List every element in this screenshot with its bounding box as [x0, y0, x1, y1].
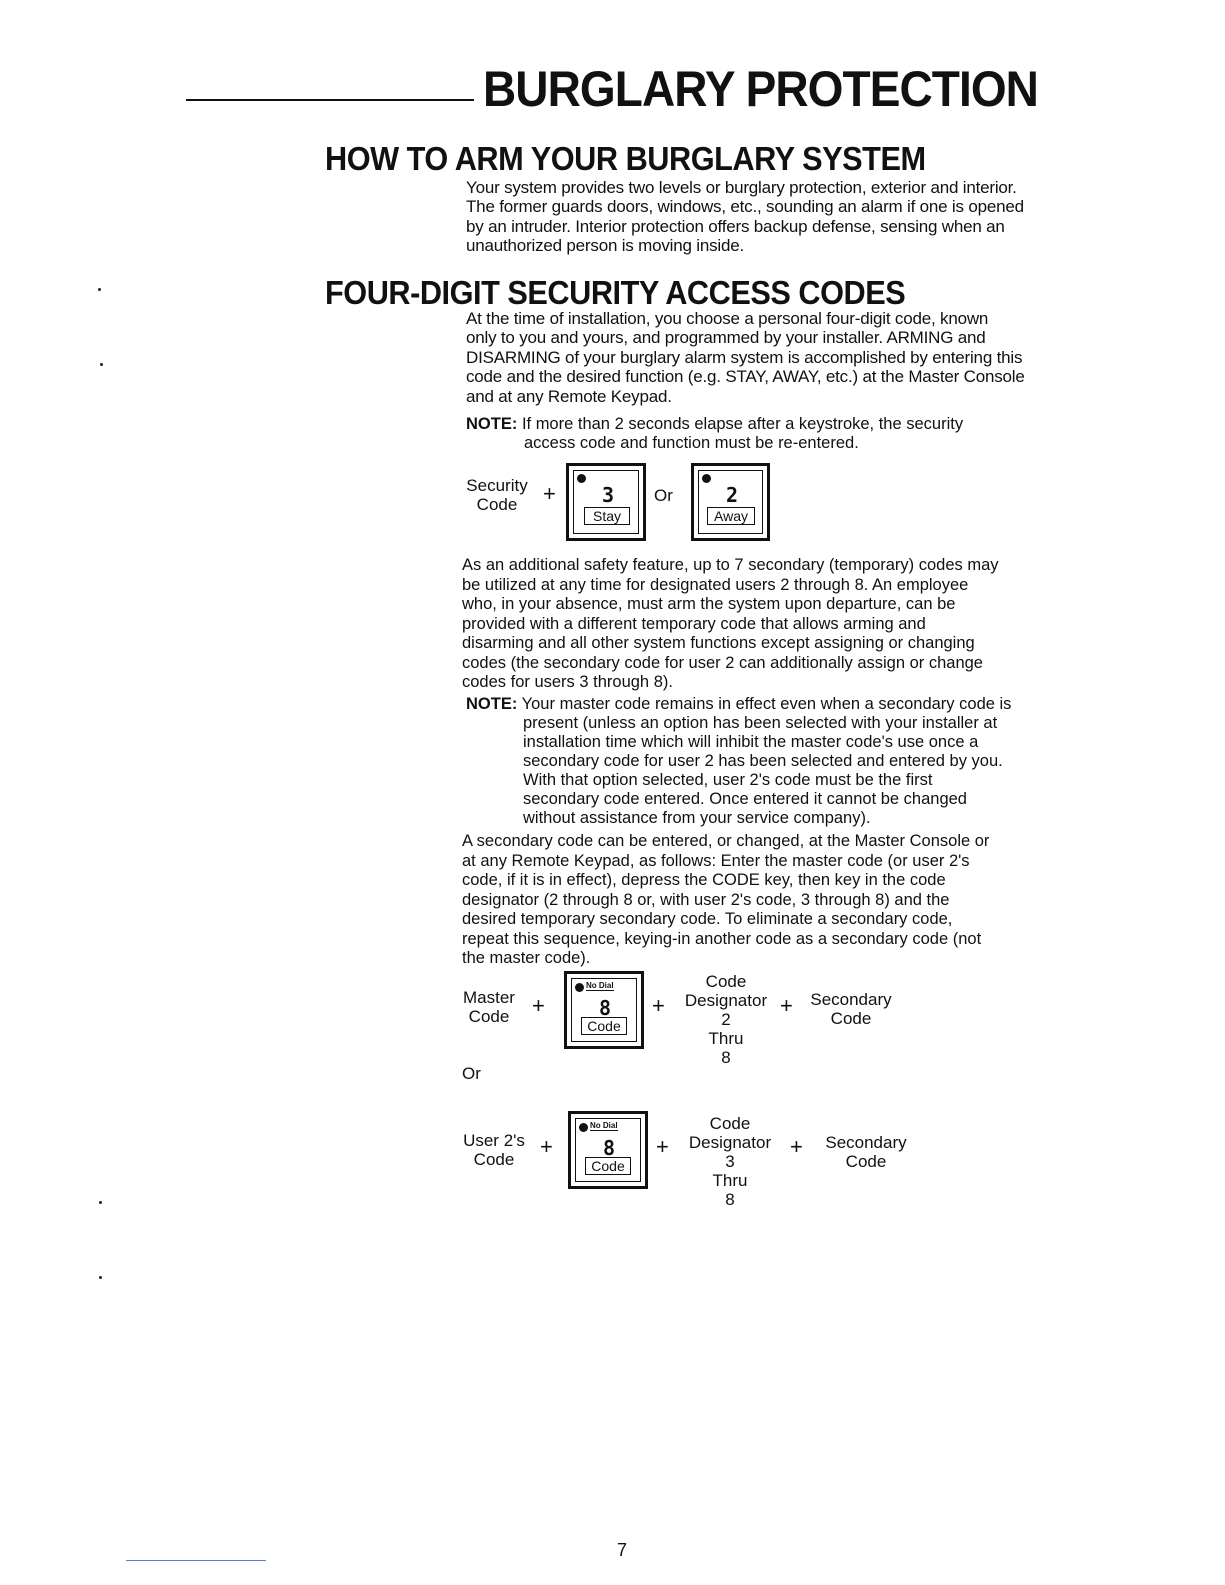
- plus-sign: +: [540, 1134, 553, 1159]
- scan-speck: [98, 288, 101, 291]
- or-label: Or: [654, 486, 673, 505]
- paragraph-codes: [466, 309, 1066, 406]
- section-heading-codes: FOUR-DIGIT SECURITY ACCESS CODES: [325, 274, 906, 311]
- footer-line: [126, 1560, 266, 1561]
- page-title: BURGLARY PROTECTION: [483, 61, 1038, 117]
- code-key: [564, 971, 644, 1049]
- paragraph-secondary-codes: [462, 556, 1062, 693]
- text-line: and at any Remote Keypad.: [466, 386, 672, 406]
- key-digit: 2: [726, 483, 739, 507]
- key-digit: 8: [603, 1136, 616, 1160]
- text-line: code and the desired function (e.g. STAY, AWAY, etc.) at the Master Console: [466, 367, 1025, 387]
- text-line: codes (the secondary code for user 2 can additionally assign or change: [462, 653, 983, 672]
- text-line: by an intruder. Interior protection offers backup defense, sensing when an: [466, 216, 1005, 236]
- text-line: At the time of installation, you choose a personal four-digit code, known: [466, 309, 989, 328]
- plus-sign: +: [532, 993, 545, 1018]
- page-number: 7: [617, 1540, 628, 1560]
- text-line: The former guards doors, windows, etc., sounding an alarm if one is opened: [466, 197, 1024, 217]
- text-line: who, in your absence, must arm the system upon departure, can be: [462, 595, 956, 613]
- text-line: desired temporary secondary code. To eliminate a secondary code,: [462, 910, 953, 928]
- text-line: code, if it is in effect), depress the CODE key, then key in the code: [462, 871, 946, 889]
- text-line: only to you and yours, and programmed by your installer. ARMING and: [466, 328, 986, 348]
- text-line: secondary code for user 2 has been selected and entered by you.: [523, 752, 1003, 770]
- plus-sign: +: [652, 993, 665, 1018]
- no-dial-label: No Dial: [590, 1121, 618, 1130]
- code-key: [568, 1111, 648, 1189]
- text-line: If more than 2 seconds elapse after a keystroke, the security: [521, 415, 964, 433]
- plus-sign: +: [543, 481, 556, 506]
- note-label: NOTE:: [466, 695, 518, 713]
- plus-sign: +: [780, 993, 793, 1018]
- key-label: Away: [707, 507, 755, 525]
- code-designator-range: Code Designator 3 Thru 8: [688, 1114, 772, 1209]
- text-line: secondary code entered. Once entered it cannot be changed: [523, 790, 967, 808]
- master-code-label: Master Code: [463, 988, 515, 1026]
- text-line: disarming and all other system functions except assigning or changing: [462, 634, 975, 652]
- text-line: Your system provides two levels or burglary protection, exterior and interior.: [466, 178, 1017, 197]
- indicator-dot-icon: [575, 983, 584, 992]
- text-line: at any Remote Keypad, as follows: Enter the master code (or user 2's: [462, 851, 970, 870]
- text-line: without assistance from your service company).: [523, 809, 871, 827]
- text-line: DISARMING of your burglary alarm system is accomplished by entering this: [466, 347, 1023, 367]
- secondary-code-label: Secondary Code: [825, 1133, 907, 1171]
- indicator-dot-icon: [702, 474, 711, 483]
- indicator-dot-icon: [579, 1123, 588, 1132]
- key-label: Code: [585, 1157, 631, 1175]
- scan-speck: [100, 363, 103, 366]
- text-line: codes for users 3 through 8).: [462, 673, 673, 691]
- text-line: be utilized at any time for designated users 2 through 8. An employee: [462, 575, 969, 594]
- key-digit: 3: [602, 483, 615, 507]
- indicator-dot-icon: [577, 474, 586, 483]
- paragraph-arm: [466, 178, 1066, 256]
- header-rule: [186, 99, 474, 101]
- no-dial-label: No Dial: [586, 981, 614, 990]
- scan-speck: [99, 1201, 102, 1204]
- text-line: present (unless an option has been selected with your installer at: [523, 714, 998, 732]
- text-line: unauthorized person is moving inside.: [466, 236, 744, 256]
- section-heading-arm: HOW TO ARM YOUR BURGLARY SYSTEM: [325, 140, 926, 177]
- key-label: Stay: [584, 507, 630, 525]
- key-label: Code: [581, 1017, 627, 1035]
- user2-code-label: User 2's Code: [463, 1131, 525, 1169]
- plus-sign: +: [656, 1134, 669, 1159]
- plus-sign: +: [790, 1134, 803, 1159]
- text-line: access code and function must be re-entered.: [524, 434, 859, 452]
- note-master-code: [466, 695, 1066, 828]
- stay-key: [566, 463, 646, 541]
- note-label: NOTE:: [466, 415, 518, 433]
- text-line: designator (2 through 8 or, with user 2's code, 3 through 8) and the: [462, 890, 950, 909]
- text-line: A secondary code can be entered, or changed, at the Master Console or: [462, 832, 990, 850]
- security-code-label: Security Code: [466, 476, 528, 514]
- away-key: [691, 463, 770, 541]
- text-line: Your master code remains in effect even when a secondary code is: [521, 695, 1012, 713]
- scan-speck: [99, 1276, 102, 1279]
- paragraph-enter-code: [462, 832, 1062, 969]
- text-line: With that option selected, user 2's code must be the first: [523, 771, 933, 789]
- text-line: installation time which will inhibit the master code's use once a: [523, 733, 979, 751]
- or-label: Or: [462, 1064, 481, 1083]
- code-designator-range: Code Designator 2 Thru 8: [684, 972, 768, 1067]
- key-digit: 8: [599, 996, 612, 1020]
- text-line: provided with a different temporary code that allows arming and: [462, 614, 926, 633]
- text-line: As an additional safety feature, up to 7 secondary (temporary) codes may: [462, 556, 999, 574]
- text-line: the master code).: [462, 949, 591, 967]
- text-line: repeat this sequence, keying-in another code as a secondary code (not: [462, 929, 982, 948]
- secondary-code-label: Secondary Code: [810, 990, 892, 1028]
- note-timeout: [466, 415, 1066, 453]
